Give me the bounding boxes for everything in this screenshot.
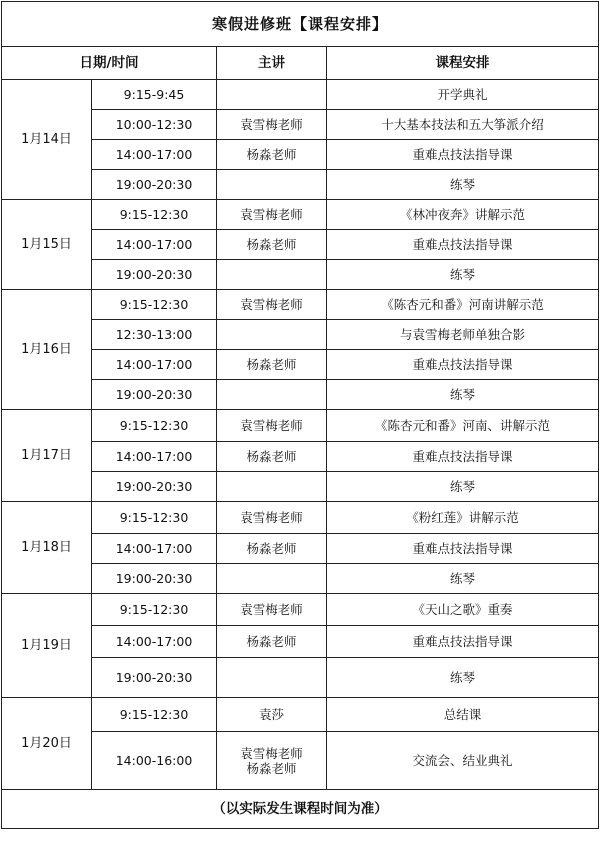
course-cell: 练琴 <box>327 170 599 200</box>
time-cell: 19:00-20:30 <box>92 564 217 594</box>
session-row <box>2 626 599 658</box>
session-row <box>2 732 599 790</box>
course-cell: 《林冲夜奔》讲解示范 <box>327 200 599 230</box>
header-date-time: 日期/时间 <box>2 47 217 80</box>
time-cell: 19:00-20:30 <box>92 472 217 502</box>
course-cell: 《粉红莲》讲解示范 <box>327 502 599 534</box>
lecturer-cell: 袁雪梅老师 <box>217 594 327 626</box>
course-cell: 《陈杏元和番》河南、讲解示范 <box>327 410 599 442</box>
lecturer-cell: 杨淼老师 <box>217 626 327 658</box>
lecturer-cell <box>217 320 327 350</box>
course-cell: 重难点技法指导课 <box>327 626 599 658</box>
course-cell: 练琴 <box>327 472 599 502</box>
course-cell: 练琴 <box>327 564 599 594</box>
time-cell: 9:15-9:45 <box>92 80 217 110</box>
course-cell: 重难点技法指导课 <box>327 534 599 564</box>
session-row <box>2 380 599 410</box>
course-cell: 练琴 <box>327 260 599 290</box>
session-row <box>2 594 599 626</box>
session-row <box>2 534 599 564</box>
lecturer-cell <box>217 170 327 200</box>
page-title: 寒假进修班【课程安排】 <box>2 2 599 47</box>
lecturer-cell: 杨淼老师 <box>217 140 327 170</box>
time-cell: 19:00-20:30 <box>92 170 217 200</box>
time-cell: 9:15-12:30 <box>92 200 217 230</box>
lecturer-cell <box>217 380 327 410</box>
time-cell: 14:00-17:00 <box>92 140 217 170</box>
session-row <box>2 290 599 320</box>
time-cell: 9:15-12:30 <box>92 290 217 320</box>
time-cell: 9:15-12:30 <box>92 698 217 732</box>
session-row <box>2 110 599 140</box>
footer-row <box>2 790 599 829</box>
lecturer-cell <box>217 80 327 110</box>
lecturer-cell <box>217 658 327 698</box>
schedule-table <box>1 1 599 829</box>
date-cell: 1月19日 <box>2 594 92 698</box>
course-cell: 重难点技法指导课 <box>327 140 599 170</box>
header-lecturer: 主讲 <box>217 47 327 80</box>
course-cell: 与袁雪梅老师单独合影 <box>327 320 599 350</box>
time-cell: 10:00-12:30 <box>92 110 217 140</box>
date-cell: 1月20日 <box>2 698 92 790</box>
header-course: 课程安排 <box>327 47 599 80</box>
time-cell: 9:15-12:30 <box>92 594 217 626</box>
session-row <box>2 698 599 732</box>
date-cell: 1月16日 <box>2 290 92 410</box>
course-cell: 练琴 <box>327 380 599 410</box>
time-cell: 14:00-17:00 <box>92 626 217 658</box>
session-row <box>2 260 599 290</box>
course-cell: 重难点技法指导课 <box>327 350 599 380</box>
time-cell: 19:00-20:30 <box>92 658 217 698</box>
session-row <box>2 350 599 380</box>
session-row <box>2 320 599 350</box>
header-row <box>2 47 599 80</box>
time-cell: 12:30-13:00 <box>92 320 217 350</box>
time-cell: 19:00-20:30 <box>92 380 217 410</box>
course-cell: 《天山之歌》重奏 <box>327 594 599 626</box>
course-cell: 重难点技法指导课 <box>327 230 599 260</box>
lecturer-cell: 袁莎 <box>217 698 327 732</box>
schedule-body <box>2 80 599 790</box>
course-cell: 十大基本技法和五大筝派介绍 <box>327 110 599 140</box>
footer-note: （以实际发生课程时间为准） <box>2 790 599 829</box>
lecturer-cell: 杨淼老师 <box>217 442 327 472</box>
session-row <box>2 200 599 230</box>
session-row <box>2 140 599 170</box>
session-row <box>2 80 599 110</box>
time-cell: 14:00-17:00 <box>92 350 217 380</box>
course-cell: 练琴 <box>327 658 599 698</box>
lecturer-cell: 袁雪梅老师 <box>217 200 327 230</box>
date-cell: 1月17日 <box>2 410 92 502</box>
session-row <box>2 472 599 502</box>
session-row <box>2 410 599 442</box>
course-cell: 交流会、结业典礼 <box>327 732 599 790</box>
lecturer-cell: 袁雪梅老师 <box>217 110 327 140</box>
session-row <box>2 658 599 698</box>
lecturer-cell: 杨淼老师 <box>217 230 327 260</box>
course-cell: 重难点技法指导课 <box>327 442 599 472</box>
lecturer-cell <box>217 472 327 502</box>
lecturer-cell <box>217 260 327 290</box>
course-cell: 《陈杏元和番》河南讲解示范 <box>327 290 599 320</box>
lecturer-cell: 袁雪梅老师 杨淼老师 <box>217 732 327 790</box>
time-cell: 14:00-17:00 <box>92 442 217 472</box>
lecturer-cell <box>217 564 327 594</box>
time-cell: 9:15-12:30 <box>92 410 217 442</box>
course-cell: 总结课 <box>327 698 599 732</box>
date-cell: 1月15日 <box>2 200 92 290</box>
session-row <box>2 564 599 594</box>
date-cell: 1月14日 <box>2 80 92 200</box>
time-cell: 9:15-12:30 <box>92 502 217 534</box>
title-row <box>2 2 599 47</box>
time-cell: 19:00-20:30 <box>92 260 217 290</box>
session-row <box>2 442 599 472</box>
time-cell: 14:00-16:00 <box>92 732 217 790</box>
time-cell: 14:00-17:00 <box>92 230 217 260</box>
session-row <box>2 170 599 200</box>
session-row <box>2 502 599 534</box>
course-cell: 开学典礼 <box>327 80 599 110</box>
date-cell: 1月18日 <box>2 502 92 594</box>
lecturer-cell: 杨淼老师 <box>217 534 327 564</box>
lecturer-cell: 袁雪梅老师 <box>217 410 327 442</box>
session-row <box>2 230 599 260</box>
time-cell: 14:00-17:00 <box>92 534 217 564</box>
lecturer-cell: 袁雪梅老师 <box>217 502 327 534</box>
lecturer-cell: 杨淼老师 <box>217 350 327 380</box>
lecturer-cell: 袁雪梅老师 <box>217 290 327 320</box>
